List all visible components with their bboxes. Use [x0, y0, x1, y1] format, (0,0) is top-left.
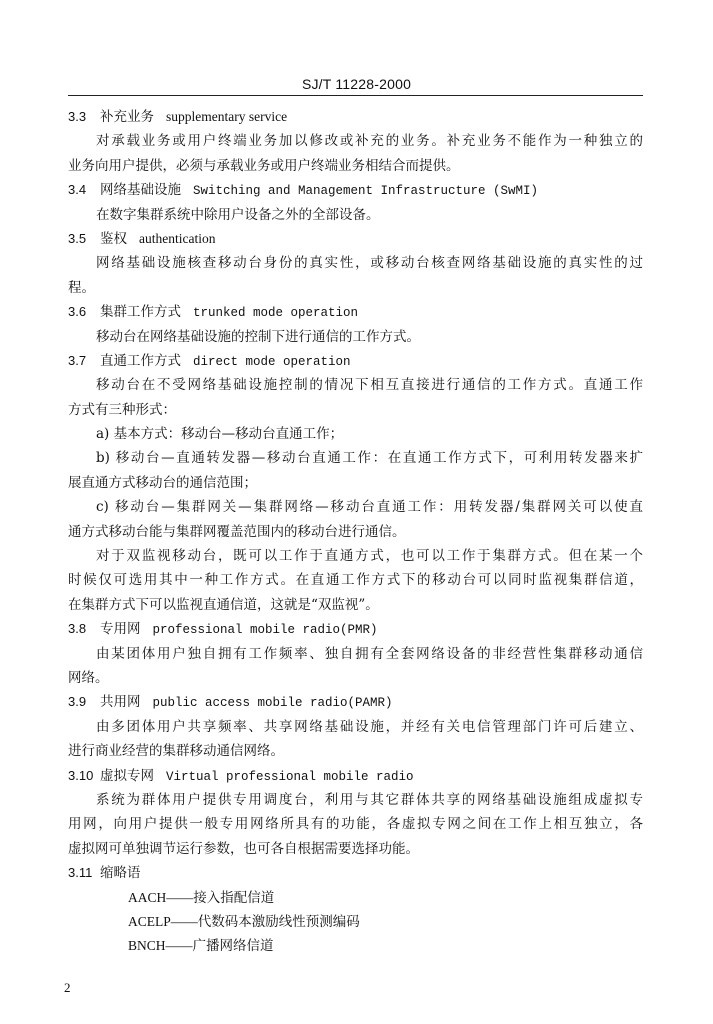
entry-number: 3.7	[68, 352, 87, 368]
entry-number: 3.4	[68, 182, 87, 198]
entry-number: 3.9	[68, 694, 87, 710]
list-item-c-cont: 通方式移动台能与集群网覆盖范围内的移动台进行通信。	[68, 523, 406, 540]
entry-number: 3.3	[68, 109, 87, 124]
list-item-a: a) 基本方式：移动台—移动台直通工作；	[96, 426, 344, 443]
page-number: 2	[64, 980, 71, 995]
abbreviation-item: AACH——接入指配信道	[128, 889, 275, 905]
list-item-b: b) 移动台—直通转发器—移动台直通工作：在直通工作方式下，可利用转发器来扩	[96, 450, 643, 467]
entry-term-cn: 直通工作方式	[100, 352, 181, 369]
header-rule	[68, 95, 643, 96]
entry-body-line: 方式有三种形式：	[68, 401, 176, 418]
entry-term-en: Virtual professional mobile radio	[166, 769, 414, 784]
entry-body-line: 进行商业经营的集群移动通信网络。	[68, 743, 284, 760]
document-body	[68, 105, 643, 959]
entry-body-line: 业务向用户提供，必须与承载业务或用户终端业务相结合而提供。	[68, 157, 460, 174]
entry-body-line: 时候仅可选用其中一种工作方式。在直通工作方式下的移动台可以同时监视集群信道，	[68, 572, 643, 589]
abbreviation-item: ACELP——代数码本激励线性预测编码	[128, 913, 360, 929]
entry-body-line: 虚拟网可单独调节运行参数，也可各自根据需要选择功能。	[68, 840, 419, 857]
entry-term-cn: 鉴权	[100, 230, 127, 247]
entry-term-en: professional mobile radio(PMR)	[152, 623, 378, 638]
entry-term-cn: 补充业务	[100, 109, 154, 125]
entry-number: 3.10	[68, 767, 94, 783]
list-item-b-cont: 展直通方式移动台的通信范围；	[68, 474, 257, 491]
entry-heading-3-9	[68, 690, 643, 714]
entry-heading-3-3	[68, 105, 643, 129]
entry-body-line: 对承载业务或用户终端业务加以修改或补充的业务。补充业务不能作为一种独立的	[96, 133, 643, 150]
page-header-code: SJ/T 11228-2000	[301, 76, 412, 92]
entry-body-line: 程。	[68, 279, 95, 296]
entry-body-line: 对于双监视移动台，既可以工作于直通方式，也可以工作于集群方式。但在某一个	[96, 548, 643, 565]
entry-heading-3-4	[68, 178, 643, 202]
entry-number: 3.6	[68, 304, 87, 320]
entry-term-en: trunked mode operation	[193, 306, 359, 321]
entry-term-cn: 专用网	[100, 621, 141, 638]
entry-body-line: 在集群方式下可以监视直通信道，这就是“双监视”。	[68, 596, 379, 613]
entry-term-cn: 共用网	[100, 694, 141, 711]
entry-number: 3.8	[68, 621, 87, 637]
list-item-c: c) 移动台—集群网关—集群网络—移动台直通工作：用转发器/集群网关可以使直	[96, 499, 643, 516]
entry-term-cn: 缩略语	[100, 865, 141, 882]
entry-term-cn: 虚拟专网	[100, 767, 154, 784]
entry-heading-3-8	[68, 617, 643, 641]
entry-term-en: direct mode operation	[193, 354, 351, 369]
entry-heading-3-6	[68, 300, 643, 324]
entry-heading-3-7	[68, 349, 643, 373]
entry-body-line: 用网，向用户提供一般专用网络所具有的功能，各虚拟专网之间在工作上相互独立，各	[68, 816, 643, 833]
entry-term-cn: 集群工作方式	[100, 304, 181, 321]
entry-body-line: 系统为群体用户提供专用调度台，利用与其它群体共享的网络基础设施组成虚拟专	[96, 791, 643, 808]
entry-term-en: public access mobile radio(PAMR)	[152, 696, 393, 711]
entry-term-en: authentication	[139, 230, 216, 246]
entry-heading-3-11	[68, 861, 643, 885]
entry-body-line: 网络。	[68, 669, 109, 686]
entry-term-cn: 网络基础设施	[100, 182, 181, 199]
abbreviation-item: BNCH——广播网络信道	[128, 938, 274, 954]
entry-body-line: 由多团体用户共享频率、共享网络基础设施，并经有关电信管理部门许可后建立、	[96, 718, 643, 735]
entry-body-line: 移动台在不受网络基础设施控制的情况下相互直接进行通信的工作方式。直通工作	[96, 377, 643, 394]
entry-body-line: 在数字集群系统中除用户设备之外的全部设备。	[96, 206, 380, 223]
entry-number: 3.5	[68, 230, 87, 246]
entry-body-line: 网络基础设施核查移动台身份的真实性，或移动台核查网络基础设施的真实性的过	[96, 255, 643, 272]
entry-body-line: 移动台在网络基础设施的控制下进行通信的工作方式。	[96, 328, 420, 345]
entry-body-line: 由某团体用户独自拥有工作频率、独自拥有全套网络设备的非经营性集群移动通信	[96, 645, 643, 662]
entry-heading-3-10	[68, 764, 643, 788]
entry-term-en: Switching and Management Infrastructure (SwMI)	[193, 184, 539, 199]
entry-heading-3-5	[68, 227, 643, 251]
entry-number: 3.11	[68, 865, 93, 881]
entry-term-en: supplementary service	[166, 109, 288, 124]
